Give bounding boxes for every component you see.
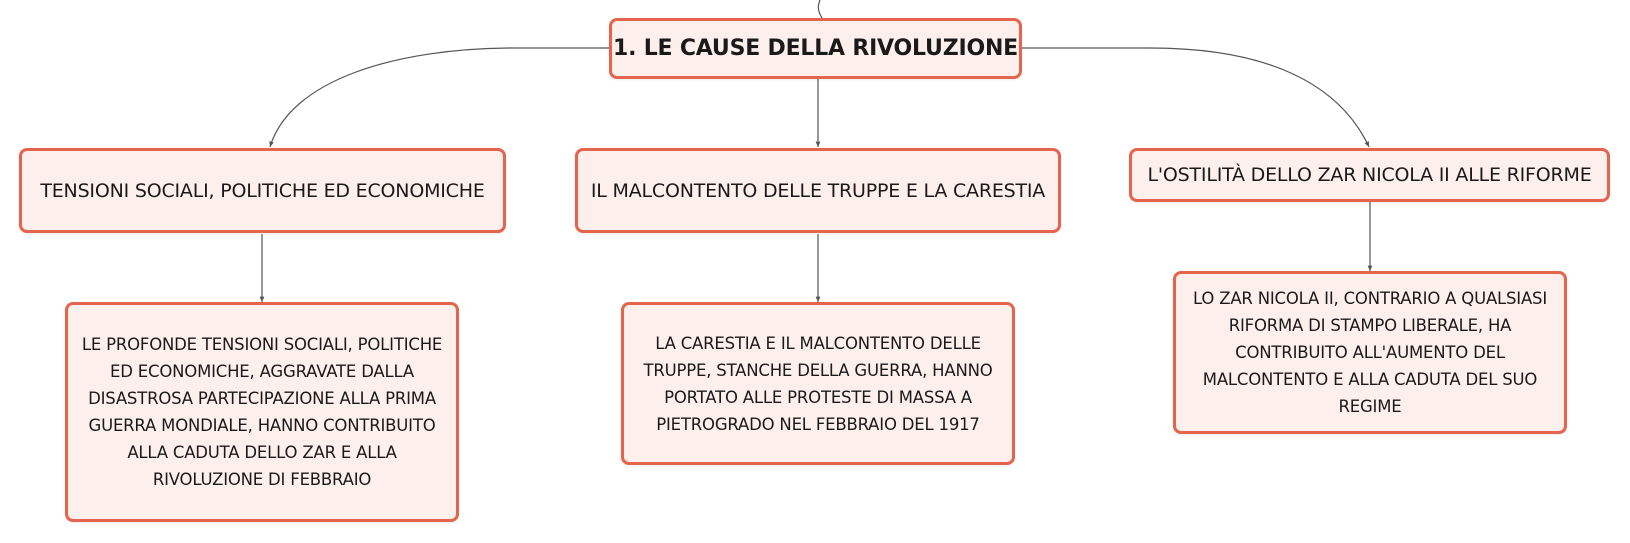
detail-node-2[interactable] <box>621 302 1015 465</box>
cause-node-2-label: IL MALCONTENTO DELLE TRUPPE E LA CARESTIA <box>590 179 1046 202</box>
cause-node-2[interactable] <box>575 148 1061 233</box>
connector-root-cause-3 <box>1022 48 1369 147</box>
root-node[interactable] <box>609 18 1022 79</box>
connector-incoming <box>818 0 822 18</box>
cause-node-3-label: L'OSTILITÀ DELLO ZAR NICOLA II ALLE RIFORME <box>1147 164 1592 186</box>
detail-node-1-text: LE PROFONDE TENSIONI SOCIALI, POLITICHE ED ECONOMICHE, AGGRAVATE DALLA DISASTROSA PARTECIPAZIONE ALLA PRIMA GUERRA MONDIALE, HANNO CONTRIBUITO ALLA CADUTA DELLO ZAR E ALLA RIVOLUZIONE DI FEBBRAIO <box>81 335 443 489</box>
root-node-label: 1. LE CAUSE DELLA RIVOLUZIONE <box>613 36 1018 61</box>
cause-node-3[interactable] <box>1129 148 1610 202</box>
connector-root-cause-1 <box>270 48 610 147</box>
cause-node-1-label: TENSIONI SOCIALI, POLITICHE ED ECONOMICHE <box>40 179 485 202</box>
detail-node-3[interactable] <box>1173 271 1567 434</box>
cause-node-1[interactable] <box>19 148 506 233</box>
detail-node-1[interactable] <box>65 302 459 522</box>
detail-node-3-text: LO ZAR NICOLA II, CONTRARIO A QUALSIASI RIFORMA DI STAMPO LIBERALE, HA CONTRIBUITO ALL'AUMENTO DEL MALCONTENTO E ALLA CADUTA DEL SUO REGIME <box>1193 289 1547 416</box>
detail-node-2-text: LA CARESTIA E IL MALCONTENTO DELLE TRUPPE, STANCHE DELLA GUERRA, HANNO PORTATO ALLE PROTESTE DI MASSA A PIETROGRADO NEL FEBBRAIO DEL 1917 <box>643 333 993 434</box>
